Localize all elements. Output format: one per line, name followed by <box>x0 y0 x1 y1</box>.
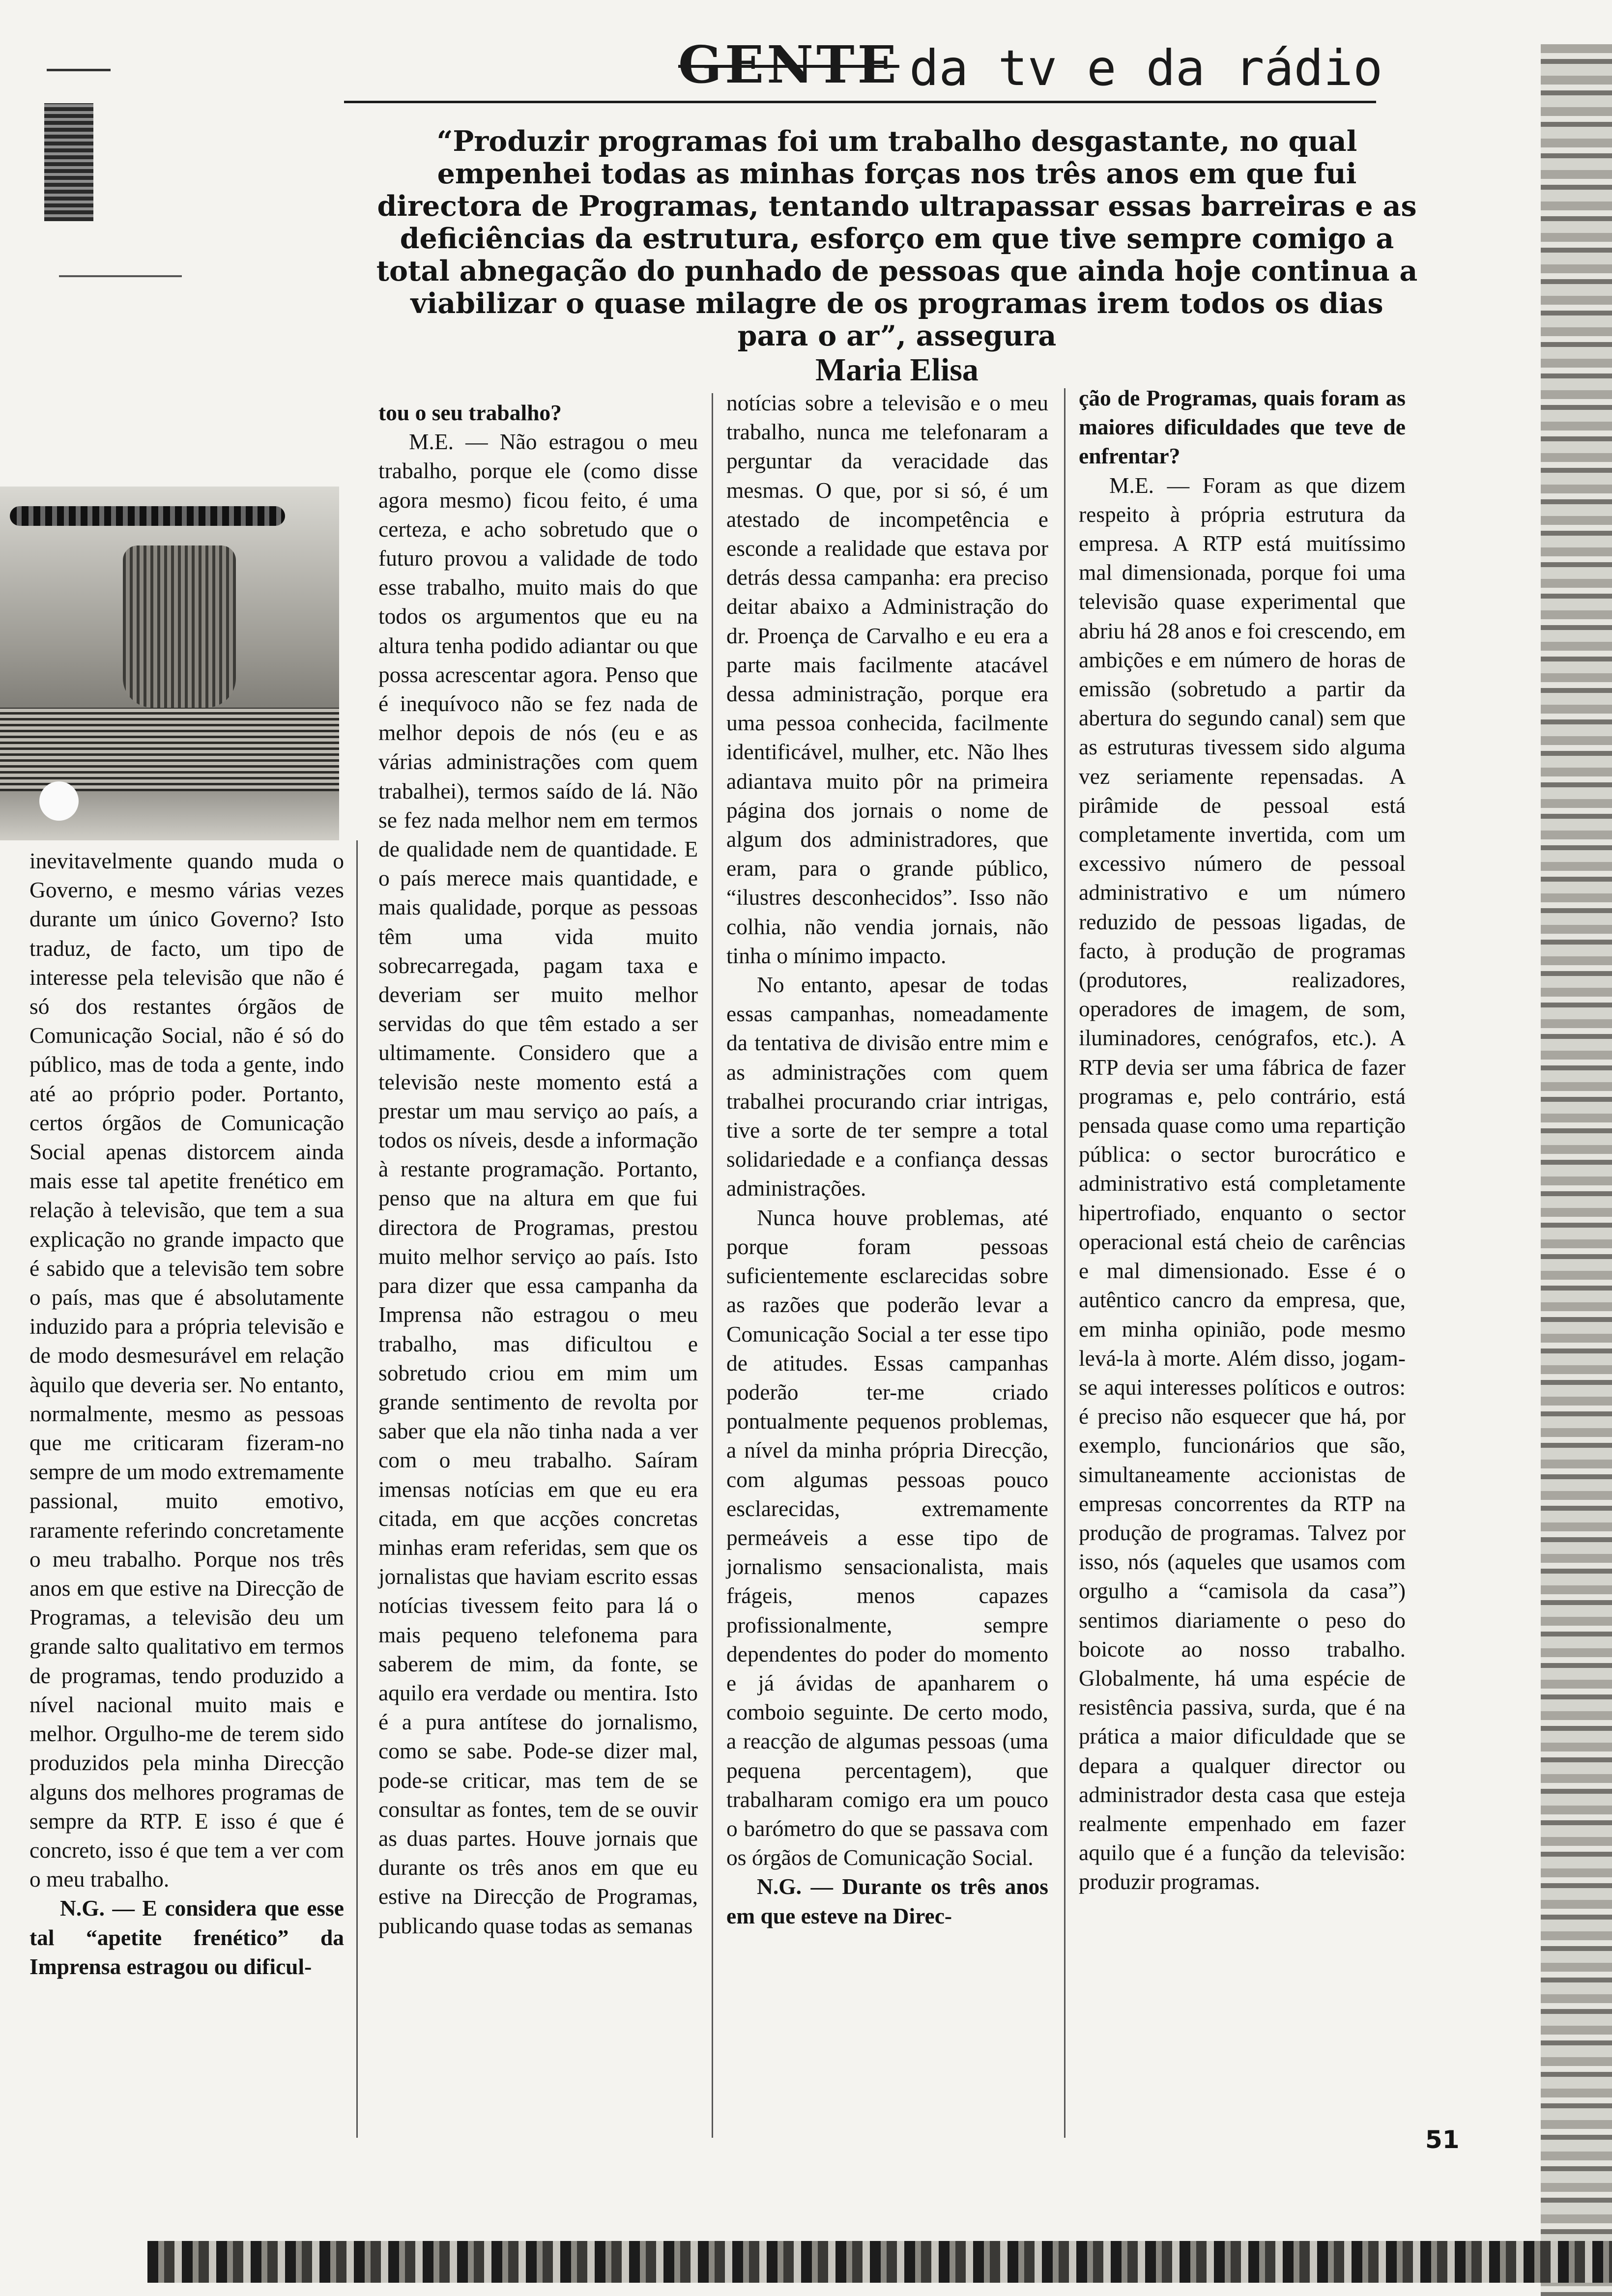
small-photo-fragment <box>44 103 93 221</box>
paragraph: notícias sobre a televisão e o meu trabalho, nunca me telefonaram a perguntar da veracidade das mesmas. O que, por si só, é um atestado de incompetência e esconde a realidade que estava por detrás dessa campanha: era preciso deitar abaixo a Administração do dr. Proença de Carvalho e eu era a parte mais facilmente atacável dessa administração, porque era uma pessoa conhecida, facilmente identificável, mulher, etc. Não lhes adiantava muito pôr na primeira página dos jornais o nome de algum dos administradores, que eram, para o grande público, “ilustres desconhecidos”. Isso não colhia, não vendia jornais, não tinha o mínimo impacto. <box>726 390 1048 968</box>
adjacent-page-strip <box>1541 44 1612 2296</box>
masthead-rule <box>344 101 1376 103</box>
scan-edge <box>147 2241 1612 2283</box>
paragraph: No entanto, apesar de todas essas campanhas, nomeadamente da tentativa de divisão entre mim e as administrações com quem trabalhei procurando criar intrigas, tive a sorte de ter sempre a total solidariedade e a confiança dessas administrações. <box>726 972 1048 1201</box>
column-divider <box>1064 388 1065 2138</box>
photo-lid <box>10 506 285 526</box>
paragraph: M.E. — Não estragou o meu trabalho, porque ele (como disse agora mesmo) ficou feito, é uma certeza, e acho sobretudo que o futuro provou a validade de todo esse trabalho, muito mais do que todos os argumentos que eu na altura tenha podido adiantar ou que possa acrescentar agora. Penso que é inequívoco não se fez nada de melhor depois de nós (eu e as várias administrações com quem trabalhei), termos saído de lá. Não se fez nada melhor nem em termos de qualidade nem de quantidade. E o país merece mais quantidade, e mais qualidade, porque as pessoas têm uma vida muito sobrecarregada, pagam taxa e deveriam ser muito melhor servidas do que têm estado a ser ultimamente. Considero que a televisão neste momento está a prestar um mau serviço ao país, a todos os níveis, desde a informação à restante programação. Portanto, penso que na altura em que fui directora de Programas, prestou muito melhor serviço ao país. Isto para dizer que essa campanha da Imprensa não estragou o meu trabalho, mas dificultou e sobretudo criou em mim um grande sentimento de revolta por saber que ela não tinha nada a ver com o meu trabalho. Saíram imensas notícias em que eu era citada, em que acções concretas minhas eram referidas, sem que os jornalistas que haviam escrito essas notícias tivessem feito para lá o mais pequeno telefonema para saberem de mim, da fonte, se aquilo era verdade ou mentira. Isto é a pura antítese do jornalismo, como se sabe. Pode-se dizer mal, pode-se criticar, mas tem de se consultar as fontes, tem de se ouvir as duas partes. Houve jornais que durante os três anos em que eu estive na Direcção de Programas, publicando quase todas as semanas <box>378 429 698 1938</box>
column-divider <box>712 393 713 2138</box>
interview-question: N.G. — Durante os três anos em que esteve na Direc- <box>726 1874 1048 1928</box>
masthead <box>678 34 1383 97</box>
masthead-brand: GENTE <box>678 34 899 95</box>
paragraph: M.E. — Foram as que dizem respeito à própria estrutura da empresa. A RTP está muitíssimo mal dimensionada, porque foi uma televisão quase experimental que abriu há 28 anos e foi crescendo, em ambições e em número de horas de emissão (sobretudo a partir da abertura do segundo canal) sem que as estruturas tivessem sido alguma vez seriamente repensadas. A pirâmide de pessoal está completamente invertida, com um excessivo número de pessoal administrativo e um número reduzido de pessoas ligadas, de facto, à produção de programas (produtores, realizadores, operadores de imagem, de som, iluminadores, cenógrafos, etc.). A RTP devia ser uma fábrica de fazer programas e, pelo contrário, está pensada quase como uma repartição pública: o sector burocrático e administrativo está completamente hipertrofiado, enquanto o sector operacional está cheio de carências e mal dimensionado. Esse é o autêntico cancro da empresa, que, em minha opinião, pode mesmo levá-la à morte. Além disso, jogam-se aqui interesses políticos e outros: é preciso não esquecer que há, por exemplo, funcionários que são, simultaneamente accionistas de empresas concorrentes da RTP na produção de programas. Talvez por isso, nós (aqueles que usamos com orgulho a “camisola da casa”) sentimos diariamente o peso do boicote ao nosso trabalho. Globalmente, há uma espécie de resistência passiva, surda, que é na prática a maior dificuldade que se depara a qualquer director ou administrador desta casa que esteja realmente empenhado em fazer aquilo que é a função da televisão: produzir programas. <box>1079 472 1406 1894</box>
photo-table <box>0 708 339 791</box>
clipping-rule <box>47 69 111 71</box>
masthead-subtitle: da tv e da rádio <box>909 39 1383 97</box>
photo-ball <box>39 781 79 821</box>
interview-question: N.G. — E considera que esse tal “apetite frenético” da Imprensa estragou ou dificul- <box>29 1895 344 1979</box>
article-column-2 <box>378 398 698 1940</box>
page-number: 51 <box>1425 2125 1460 2154</box>
paragraph: Nunca houve problemas, até porque foram pessoas suficientemente esclarecidas sobre as razões que poderão levar a Comunicação Social a ter esse tipo de atitudes. Essas campanhas poderão ter-me criado pontualmente pequenos problemas, a nível da minha própria Direcção, com algumas pessoas pouco esclarecidas, extremamente permeáveis a esse tipo de jornalismo sensacionalista, mais frágeis, menos capazes profissionalmente, sempre dependentes do poder do momento e já ávidas de apanharem o comboio seguinte. De certo modo, a reacção de algumas pessoas (uma pequena percentagem), que trabalharam comigo era um pouco o barómetro do que se passava com os órgãos de Comunicação Social. <box>726 1205 1048 1870</box>
paragraph: inevitavelmente quando muda o Governo, e mesmo várias vezes durante um único Governo? Isto traduz, de facto, um tipo de interesse pela televisão que não é só dos restantes órgãos de Comunicação Social, não é só do público, mas de toda a gente, indo até ao próprio poder. Portanto, certos órgãos de Comunicação Social apenas distorcem ainda mais esse tal apetite frenético em relação à televisão, que tem a sua explicação no grande impacto que é sabido que a televisão tem sobre o país, mas que é absolutamente induzido para a própria televisão e de modo desmesurável em relação àquilo que deveria ser. No entanto, normalmente, mesmo as pessoas que me criticaram fizeram-no sempre de um modo extremamente passional, muito emotivo, raramente referindo concretamente o meu trabalho. Porque nos três anos em que estive na Direcção de Programas, a televisão deu um grande salto qualitativo em termos de programas, tendo produzido a nível nacional muito mais e melhor. Orgulho-me de terem sido produzidos pela minha Direcção alguns dos melhores programas de sempre da RTP. E isso é que é concreto, isso é que tem a ver com o meu trabalho. <box>29 848 344 1892</box>
pull-quote: “Produzir programas foi um trabalho desgastante, no qual empenhei todas as minhas forças nos três anos em que fui directora de Programas, tentando ultrapassar essas barreiras e as deficiências da estrutura, esforço em que tive sempre comigo a total abnegação do punhado de pessoas que ainda hoje continua a viabilizar o quase milagre de os programas irem todos os dias para o ar”, assegura <box>376 125 1418 352</box>
article-column-4 <box>1079 383 1406 1896</box>
interview-question: tou o seu trabalho? <box>378 400 562 425</box>
article-column-3 <box>726 388 1048 1930</box>
vase-photo <box>0 487 339 840</box>
photo-vase <box>123 545 236 708</box>
clipping-rule <box>59 275 182 277</box>
column-divider <box>356 840 358 2138</box>
interview-question: ção de Programas, quais foram as maiores dificuldades que teve de enfrentar? <box>1079 385 1406 469</box>
article-column-1 <box>29 846 344 1981</box>
pull-quote-attribution: Maria Elisa <box>815 352 979 388</box>
